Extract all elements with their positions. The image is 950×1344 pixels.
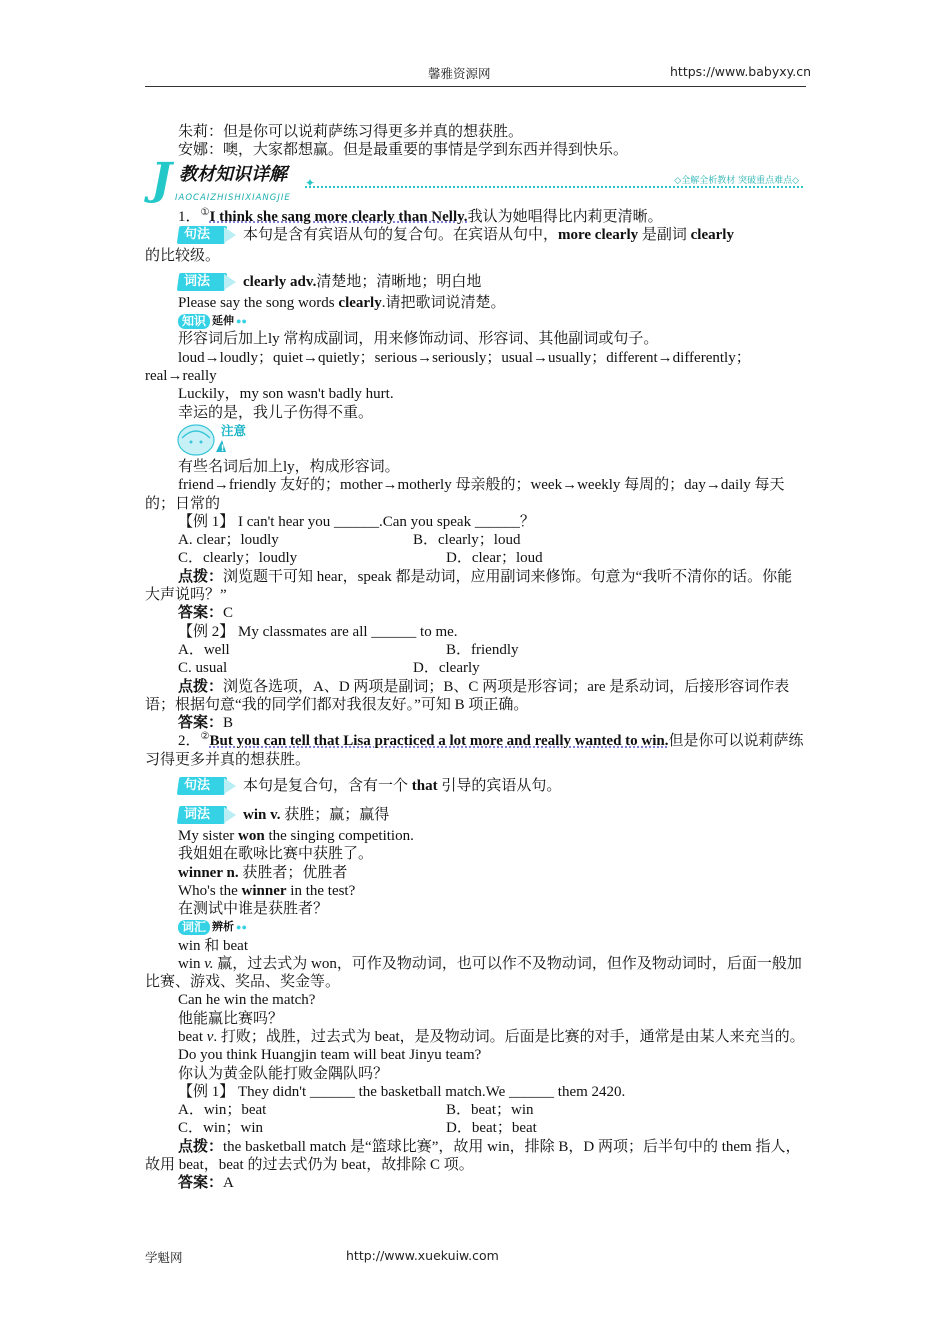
banner-title: 教材知识详解 xyxy=(179,163,287,185)
compare-example-1: Can he win the match? xyxy=(178,992,316,1009)
item-1-example: Please say the song words clearly.请把歌词说清楚。 xyxy=(178,295,506,312)
extend-line-3: Luckily，my son wasn't badly hurt. xyxy=(178,386,394,403)
item-1-syntax-cont: 的比较级。 xyxy=(145,247,221,264)
extend-line-2: loud→loudly；quiet→quietly；serious→seriously；usual→usually；different→differently；real→really xyxy=(145,349,751,385)
example-2-options-cd: C. usual D．clearly xyxy=(178,660,480,677)
item-2-syntax: 句法 本句是复合句，含有一个 that 引导的宾语从句。 xyxy=(145,777,807,798)
item-1-word: 词法 clearly adv.清楚地；清晰地；明白地 xyxy=(145,273,807,294)
banner-letter: J xyxy=(151,153,172,205)
example-1-answer: 答案：C xyxy=(178,605,234,622)
banner-tagline: ◇全解全析教材 突破重点难点◇ xyxy=(674,175,799,186)
footer-site: 学魁网 xyxy=(145,1250,183,1265)
note-block xyxy=(145,422,807,458)
example-2-question: 【例 2】 My classmates are all ______ to me. xyxy=(178,623,458,640)
intro-line-2: 安娜：噢，大家都想赢。但是最重要的事情是学到东西并得到快乐。 xyxy=(178,142,629,159)
note-line-1: 有些名词后加上ly，构成形容词。 xyxy=(178,458,400,475)
compare-win: win v. 赢，过去式为 won，可作及物动词，也可以作不及物动词，但作及物动词时，后面一般加比赛、游戏、奖品、奖金等。 xyxy=(145,955,802,991)
word-badge: 词法 xyxy=(178,806,240,827)
compare-example-1-cn: 他能赢比赛吗？ xyxy=(178,1010,284,1027)
example-3-tip: 点拨：the basketball match 是“篮球比赛”，故用 win，排除 B，D 两项；后半句中的 them 指人，故用 beat，beat 的过去式仍为 beat，故排除 C 项。 xyxy=(145,1138,801,1174)
example-3-question: 【例 1】 They didn't ______ the basketball match.We ______ them 2420. xyxy=(178,1083,626,1100)
header-rule xyxy=(145,86,806,87)
example-1-options-ab: A. clear；loudly B．clearly；loud xyxy=(178,532,521,549)
extend-tag: 知识 延伸 ●● xyxy=(145,312,807,330)
section-banner xyxy=(145,153,807,206)
compare-beat: beat v. 打败；战胜，过去式为 beat，是及物动词。后面是比赛的对手，通常是由某人来充当的。 xyxy=(178,1028,805,1045)
item-2-word-2: winner n. 获胜者；优胜者 xyxy=(178,864,348,881)
header-url[interactable]: https://www.babyxy.cn xyxy=(670,64,812,79)
document-body xyxy=(145,123,807,1193)
word-badge: 词法 xyxy=(178,273,240,294)
item-1-heading: 1．①I think she sang more clearly than Nelly.我认为她唱得比内莉更清晰。 xyxy=(178,206,663,225)
item-1-syntax: 句法 本句是含有宾语从句的复合句。在宾语从句中，more clearly 是副词 clearly xyxy=(145,226,807,247)
example-3-options-cd: C．win；win D．beat；beat xyxy=(178,1120,537,1137)
svg-text:!: ! xyxy=(220,443,225,454)
example-2-options-ab: A．well B．friendly xyxy=(178,641,519,658)
item-2-example-2-cn: 在测试中谁是获胜者？ xyxy=(178,901,329,918)
example-2-tip: 点拨：浏览各选项，A、D 两项是副词；B、C 两项是形容词；are 是系动词，后接形容词作表语；根据句意“我的同学们都对我很友好。”可知 B 项正确。 xyxy=(145,678,790,713)
extend-line-4: 幸运的是，我儿子伤得不重。 xyxy=(178,404,374,421)
note-line-2: friend→friendly 友好的；mother→motherly 母亲般的；week→weekly 每周的；day→daily 每天的；日常的 xyxy=(145,477,785,512)
compare-tag: 词汇 辨析 ●● xyxy=(145,919,807,937)
item-2-heading: 2．②But you can tell that Lisa practiced a lot more and really wanted to win.但是你可以说莉萨练习得更多并真的想获胜。 xyxy=(145,731,804,768)
syntax-badge: 句法 xyxy=(178,226,240,247)
note-label: 注意 xyxy=(221,422,247,438)
item-2-example-1-cn: 我姐姐在歌咏比赛中获胜了。 xyxy=(178,846,374,863)
intro-line-1: 朱莉：但是你可以说莉萨练习得更多并真的想获胜。 xyxy=(178,124,524,140)
item-2-example-2: Who's the winner in the test? xyxy=(178,882,356,899)
compare-example-2-cn: 你认为黄金队能打败金隅队吗？ xyxy=(178,1065,389,1082)
example-2-answer: 答案：B xyxy=(178,715,234,732)
example-3-answer: 答案：A xyxy=(178,1175,234,1192)
example-1-options-cd: C．clearly；loudly D．clear；loud xyxy=(178,550,543,567)
star-icon: ✦ xyxy=(305,175,316,190)
item-2-example-1: My sister won the singing competition. xyxy=(178,828,414,845)
example-3-options-ab: A．win；beat B．beat；win xyxy=(178,1102,534,1119)
note-cartoon-icon xyxy=(176,422,226,458)
extend-line-1: 形容词后加上ly 常构成副词，用来修饰动词、形容词、其他副词或句子。 xyxy=(178,331,659,348)
example-1-tip: 点拨：浏览题干可知 hear，speak 都是动词，应用副词来修饰。句意为“我听不清你的话。你能大声说吗？” xyxy=(145,568,793,604)
banner-pinyin: IAOCAIZHISHIXIANGJIE xyxy=(175,192,291,203)
header-site: 馨雅资源网 xyxy=(428,66,491,81)
syntax-badge: 句法 xyxy=(178,777,240,798)
compare-example-2: Do you think Huangjin team will beat Jinyu team? xyxy=(178,1047,482,1064)
footer-url[interactable]: http://www.xuekuiw.com xyxy=(346,1248,499,1263)
item-2-word: 词法 win v. 获胜；赢；赢得 xyxy=(145,806,807,827)
compare-title: win 和 beat xyxy=(178,937,248,954)
example-1-question: 【例 1】 I can't hear you ______.Can you speak ______？ xyxy=(178,513,535,530)
